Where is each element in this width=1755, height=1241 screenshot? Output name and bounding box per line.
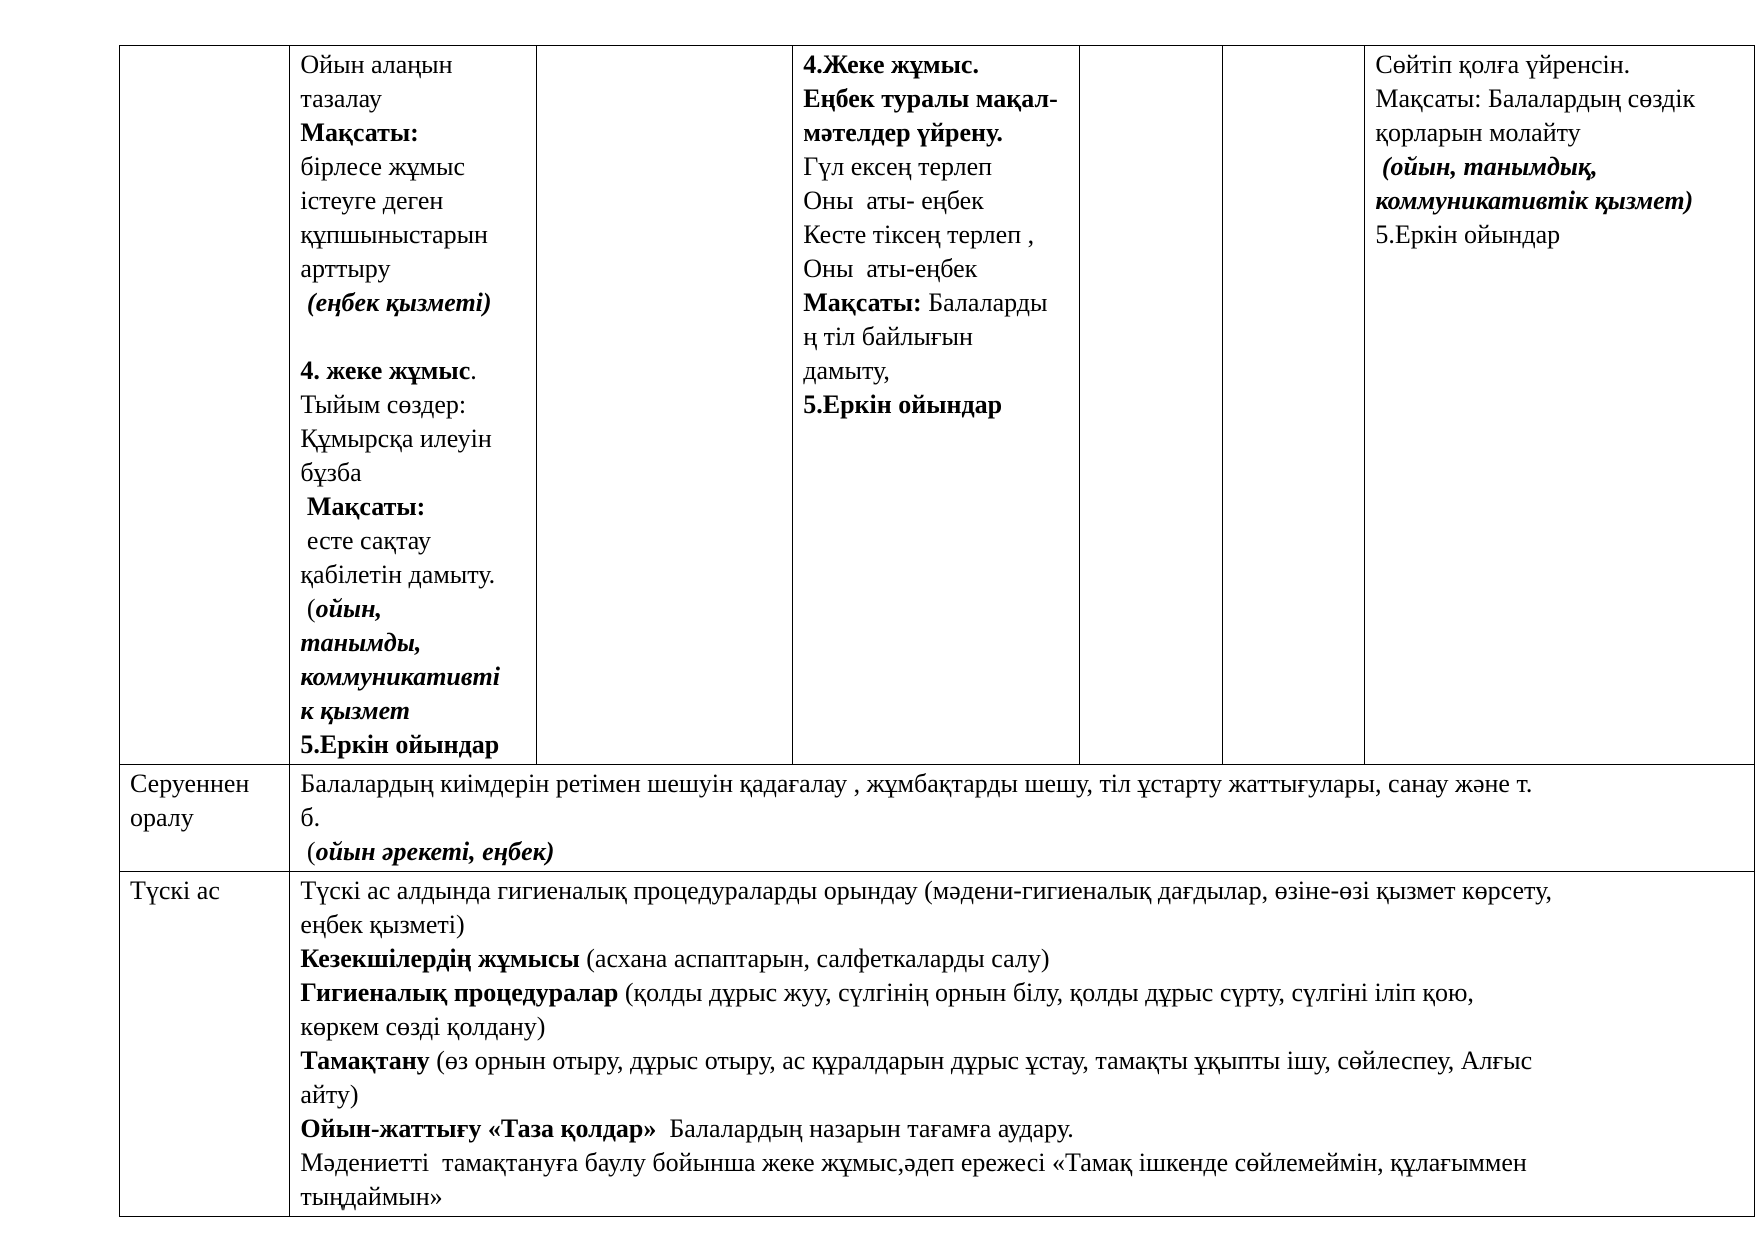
text-fragment: (асхана аспаптарын, салфеткаларды салу) — [579, 944, 1050, 973]
text-line: Тыйым сөздер: — [300, 390, 467, 419]
row1-col6-cell — [1222, 46, 1365, 765]
text-line: қорларын молайту — [1375, 118, 1581, 147]
goal-heading: Мақсаты: — [803, 288, 922, 317]
text-line: Оны аты- еңбек — [803, 186, 984, 215]
text-line — [300, 976, 1746, 1010]
text-line: 5.Еркін ойындар — [1375, 220, 1561, 249]
section-heading: 5.Еркін ойындар — [803, 390, 1003, 419]
section-heading: 5.Еркін ойындар — [300, 730, 500, 759]
text-line: бұзба — [300, 458, 362, 487]
row1-col4-cell — [793, 46, 1080, 765]
row3-label-cell — [120, 872, 290, 1217]
goal-heading: Мақсаты: — [300, 492, 426, 521]
text-line: Балалардың киімдерін ретімен шешуін қадағалау , жұмбақтарды шешу, тіл ұстарту жаттығулары, санау және т. — [300, 769, 1533, 798]
section-heading: Тамақтану — [300, 1046, 430, 1075]
text-line — [300, 354, 528, 388]
row1-col3-cell — [537, 46, 793, 765]
activity-type: (еңбек қызметі) — [300, 288, 492, 317]
table-row — [120, 872, 1755, 1217]
row-label: Түскі ас — [130, 876, 220, 905]
row1-col7-cell — [1365, 46, 1755, 765]
text-line: арттыру — [300, 254, 391, 283]
text-line: құпшыныстарын — [300, 220, 488, 249]
text-line — [300, 942, 1746, 976]
text-line: Кесте тіксең терлеп , — [803, 220, 1035, 249]
row-label: оралу — [130, 803, 194, 832]
row3-content-cell — [290, 872, 1755, 1217]
text-fragment: . — [470, 356, 477, 385]
text-line: тыңдаймын» — [300, 1182, 443, 1211]
text-line: дамыту, — [803, 356, 890, 385]
text-line: ң тіл байлығын — [803, 322, 973, 351]
text-fragment: ( — [300, 594, 316, 623]
row1-label-cell — [120, 46, 290, 765]
plan-table — [119, 45, 1755, 1217]
text-line — [300, 835, 1746, 869]
activity-type: коммуникативті — [300, 662, 500, 691]
text-fragment: (қолды дұрыс жуу, сүлгінің орнын білу, қолды дұрыс сүрту, сүлгіні іліп қою, — [618, 978, 1474, 1007]
text-line: Түскі ас алдында гигиеналық процедураларды орындау (мәдени-гигиеналық дағдылар, өзіне-өзі қызмет көрсету, — [300, 876, 1552, 905]
text-line: айту) — [300, 1080, 359, 1109]
text-line: Оны аты-еңбек — [803, 254, 978, 283]
text-line: Ойын алаңын — [300, 50, 453, 79]
text-fragment: ( — [300, 837, 316, 866]
text-line — [300, 1112, 1746, 1146]
text-line: Мәдениетті тамақтануға баулу бойынша жеке жұмыс,әдеп ережесі «Тамақ ішкенде сөйлемеймін, құлағыммен — [300, 1148, 1527, 1177]
section-heading: Кезекшілердің жұмысы — [300, 944, 580, 973]
text-line: істеуге деген — [300, 186, 444, 215]
row2-label-cell — [120, 765, 290, 872]
activity-type: ойын әрекеті, еңбек) — [315, 837, 555, 866]
text-line: Мақсаты: Балалардың сөздік — [1375, 84, 1696, 113]
text-line: тазалау — [300, 84, 382, 113]
text-line — [300, 1044, 1746, 1078]
row2-content-cell — [290, 765, 1755, 872]
text-line: бірлесе жұмыс — [300, 152, 466, 181]
table-row — [120, 46, 1755, 765]
row1-col2-cell — [290, 46, 537, 765]
section-heading: Гигиеналық процедуралар — [300, 978, 619, 1007]
activity-type: коммуникативтік қызмет) — [1375, 186, 1694, 215]
text-line — [300, 592, 528, 626]
text-line: қабілетін дамыту. — [300, 560, 496, 589]
text-line — [803, 286, 1071, 320]
section-heading: 4.Жеке жұмыс. — [803, 50, 979, 79]
goal-heading: Мақсаты: — [300, 118, 419, 147]
row-label: Серуеннен — [130, 769, 250, 798]
blank-line — [300, 320, 528, 354]
section-heading: 4. жеке жұмыс — [300, 356, 471, 385]
text-fragment: Балалардың назарын тағамға аудару. — [656, 1114, 1074, 1143]
text-line: б. — [300, 803, 321, 832]
section-heading: Ойын-жаттығу «Таза қолдар» — [300, 1114, 657, 1143]
row1-col5-cell — [1080, 46, 1223, 765]
text-line: Сөйтіп қолға үйренсін. — [1375, 50, 1631, 79]
topic-heading: мәтелдер үйрену. — [803, 118, 1003, 147]
activity-type: (ойын, танымдық, — [1375, 152, 1598, 181]
text-line: Гүл ексең терлеп — [803, 152, 993, 181]
topic-heading: Еңбек туралы мақал- — [803, 84, 1058, 113]
text-fragment: (өз орнын отыру, дұрыс отыру, ас құралдарын дұрыс ұстау, тамақты ұқыпты ішу, сөйлеспеу, Алғыс — [429, 1046, 1533, 1075]
table-row — [120, 765, 1755, 872]
activity-type: к қызмет — [300, 696, 411, 725]
text-line: есте сақтау — [300, 526, 431, 555]
activity-type: танымды, — [300, 628, 422, 657]
text-line: көркем сөзді қолдану) — [300, 1012, 546, 1041]
activity-type: ойын, — [315, 594, 383, 623]
text-fragment: Балаларды — [921, 288, 1048, 317]
text-line: Құмырсқа илеуін — [300, 424, 492, 453]
text-line: еңбек қызметі) — [300, 910, 465, 939]
